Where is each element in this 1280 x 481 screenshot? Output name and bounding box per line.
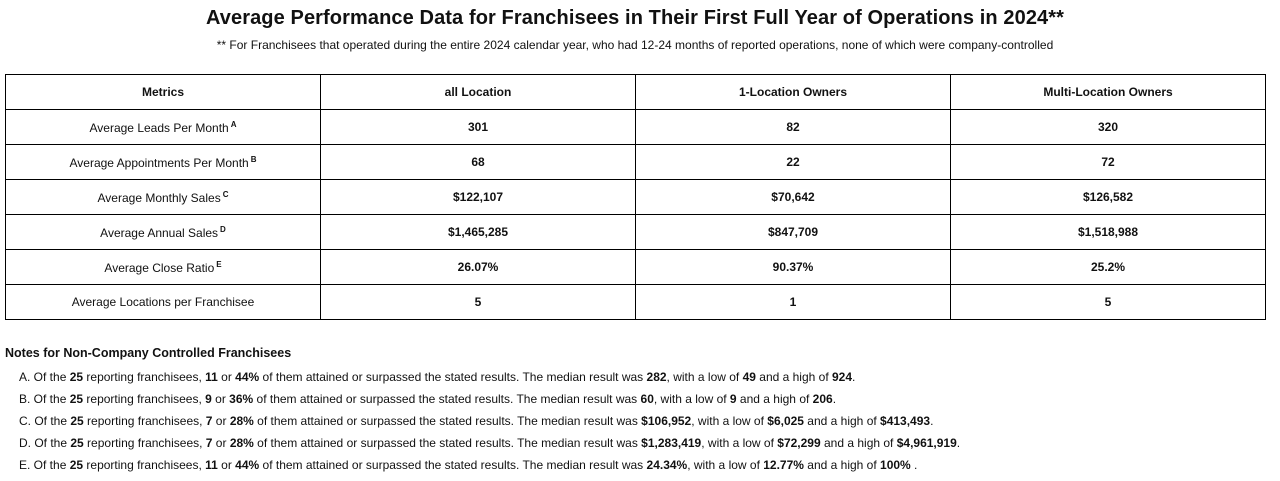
table-row (6, 285, 1266, 320)
metric-cell: Average Appointments Per Month $^B$ (6, 145, 321, 180)
value-cell: 5 (321, 285, 636, 320)
note-item-a: A. Of the 25 reporting franchisees, 11 or 44% of them attained or surpassed the stated results. The median result was 282, with a low of 49 and a high of 924. (19, 370, 856, 384)
metric-cell: Average Locations per Franchisee (6, 285, 321, 320)
notes-heading: Notes for Non-Company Controlled Franchisees (5, 346, 292, 360)
value-cell: 301 (321, 110, 636, 145)
metric-cell: Average Monthly Sales $^C$ (6, 180, 321, 215)
header-1-location-owners: 1-Location Owners (636, 75, 951, 110)
header-all-location: all Location (321, 75, 636, 110)
notes-list (19, 370, 960, 480)
note-marker: B (250, 154, 257, 164)
note-item-b: B. Of the 25 reporting franchisees, 9 or 36% of them attained or surpassed the stated results. The median result was 60, with a low of 9 and a high of 206. (19, 392, 837, 406)
performance-table (5, 74, 1266, 320)
value-cell: $122,107 (321, 180, 636, 215)
note-item-e: E. Of the 25 reporting franchisees, 11 or 44% of them attained or surpassed the stated results. The median result was 24.34%, with a low of 12.77% and a high of 100% . (19, 458, 918, 472)
page-title: Average Performance Data for Franchisees in Their First Full Year of Operations in 2024** (205, 7, 1065, 29)
note-item-c: C. Of the 25 reporting franchisees, 7 or 28% of them attained or surpassed the stated results. The median result was $106,952, with a low of $6,025 and a high of $413,493. (19, 414, 934, 428)
value-cell: 72 (951, 145, 1266, 180)
metric-cell: Average Leads Per Month $^A$ (6, 110, 321, 145)
value-cell: 82 (636, 110, 951, 145)
value-cell: 5 (951, 285, 1266, 320)
value-cell: 26.07% (321, 250, 636, 285)
note-marker: D (220, 224, 226, 234)
page-subtitle: ** For Franchisees that operated during the entire 2024 calendar year, who had 12-24 months of reported operations, none of which were company-controlled (216, 38, 1054, 52)
metric-cell: Average Annual Sales $^D$ (6, 215, 321, 250)
table-row (6, 215, 1266, 250)
value-cell: 1 (636, 285, 951, 320)
metric-cell: Average Close Ratio $^E$ (6, 250, 321, 285)
note-item-d: D. Of the 25 reporting franchisees, 7 or 28% of them attained or surpassed the stated results. The median result was $1,283,419, with a low of $72,299 and a high of $4,961,919. (19, 436, 961, 450)
value-cell: 22 (636, 145, 951, 180)
value-cell: $1,518,988 (951, 215, 1266, 250)
header-multi-location-owners: Multi-Location Owners (951, 75, 1266, 110)
note-marker: C (222, 189, 229, 199)
table-row (6, 110, 1266, 145)
value-cell: 25.2% (951, 250, 1266, 285)
table-row (6, 250, 1266, 285)
value-cell: 320 (951, 110, 1266, 145)
value-cell: $70,642 (636, 180, 951, 215)
value-cell: 68 (321, 145, 636, 180)
note-marker: E (216, 259, 222, 269)
value-cell: $1,465,285 (321, 215, 636, 250)
value-cell: $847,709 (636, 215, 951, 250)
table-row (6, 145, 1266, 180)
table-header-row (6, 75, 1266, 110)
header-metrics: Metrics (6, 75, 321, 110)
value-cell: $126,582 (951, 180, 1266, 215)
table-row (6, 180, 1266, 215)
note-marker: A (230, 119, 237, 129)
value-cell: 90.37% (636, 250, 951, 285)
